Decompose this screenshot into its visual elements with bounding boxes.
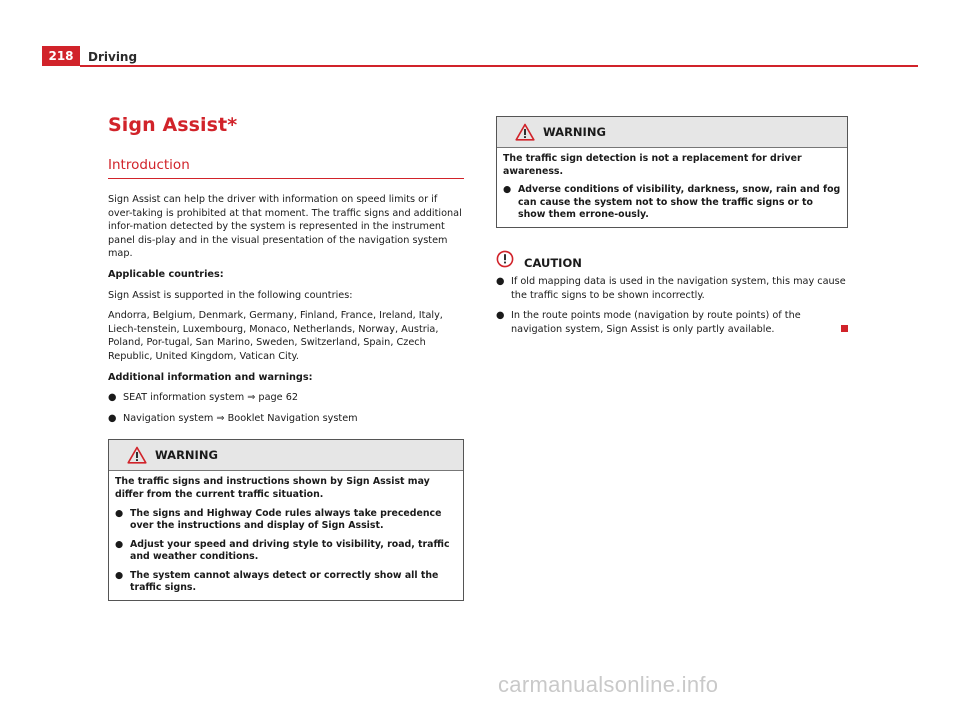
warning-intro: The traffic sign detection is not a replacement for driver awareness. xyxy=(503,153,802,177)
applicable-heading: Applicable countries: xyxy=(108,268,224,280)
warning-item-text: The signs and Highway Code rules always take precedence over the instructions and display of Sign Assist. xyxy=(130,507,442,532)
list-item xyxy=(115,539,457,564)
caution-item-text: If old mapping data is used in the navigation system, this may cause the traffic signs to be shown incorrectly. xyxy=(511,275,846,301)
left-column xyxy=(108,114,464,601)
warning-header xyxy=(109,440,463,471)
warning-header xyxy=(497,117,847,148)
link-seat-info[interactable]: SEAT information system ⇒ page 62 xyxy=(123,392,299,404)
list-item xyxy=(496,275,848,302)
bullet-icon: ● xyxy=(503,184,512,196)
section-title: Driving xyxy=(88,50,138,64)
link-navigation[interactable]: Navigation system ⇒ Booklet Navigation system xyxy=(123,412,358,424)
warning-body xyxy=(109,471,463,600)
bullet-icon: ● xyxy=(496,310,505,322)
warning-box xyxy=(496,116,848,228)
bullet-icon: ● xyxy=(115,507,124,519)
watermark: carmanualsonline.info xyxy=(498,672,719,697)
bullet-icon: ● xyxy=(115,569,124,581)
warning-item-text: Adverse conditions of visibility, darkness, snow, rain and fog can cause the system not to show the traffic signs or to show them errone-ously. xyxy=(518,184,841,221)
bullet-icon: ● xyxy=(108,412,117,424)
page-number: 218 xyxy=(42,46,80,66)
warning-item-text: The system cannot always detect or correctly show all the traffic signs. xyxy=(130,569,439,594)
warning-label: WARNING xyxy=(155,448,218,463)
list-item xyxy=(115,570,457,595)
bullet-icon: ● xyxy=(108,392,117,404)
caution-item-text: In the route points mode (navigation by route points) of the navigation system, Sign Assist is only partly available. xyxy=(511,310,801,335)
subsection-title: Introduction xyxy=(108,157,464,179)
caution-header xyxy=(496,248,848,270)
list-item xyxy=(115,508,457,533)
list-item xyxy=(108,412,464,426)
list-item xyxy=(503,184,841,222)
warning-triangle-icon xyxy=(127,446,147,464)
right-column xyxy=(496,116,848,336)
warning-intro: The traffic signs and instructions shown by Sign Assist may differ from the current traffic situation. xyxy=(115,476,430,500)
bullet-icon: ● xyxy=(115,538,124,550)
bullet-icon: ● xyxy=(496,275,505,287)
list-item xyxy=(108,391,464,405)
warning-body xyxy=(497,148,847,227)
caution-body xyxy=(496,275,848,336)
additional-heading: Additional information and warnings: xyxy=(108,371,313,383)
intro-paragraph: Sign Assist can help the driver with information on speed limits or if over-taking is prohibited at that moment. The traffic signs and additional infor-mation detected by the system is represented in the instrument panel dis-play and in the visual presentation of the navigation system map. xyxy=(108,194,462,260)
header-rule xyxy=(80,65,918,67)
end-of-section-marker xyxy=(841,325,848,332)
list-item xyxy=(496,309,848,336)
warning-item-text: Adjust your speed and driving style to visibility, road, traffic and weather conditions. xyxy=(130,538,450,563)
caution-circle-icon xyxy=(496,250,514,268)
warning-box xyxy=(108,439,464,601)
countries-list: Andorra, Belgium, Denmark, Germany, Finland, France, Ireland, Italy, Liech-tenstein, Luxembourg, Monaco, Netherlands, Norway, Austria, Poland, Por-tugal, San Marino, Sweden, Switzerland, Spain, Czech Republic, United Kingdom, Vatican City. xyxy=(108,310,443,362)
caution-label: CAUTION xyxy=(524,255,582,270)
warning-label: WARNING xyxy=(543,125,606,139)
page-title: Sign Assist* xyxy=(108,114,238,136)
applicable-text: Sign Assist is supported in the following countries: xyxy=(108,289,353,301)
warning-triangle-icon xyxy=(515,123,535,141)
